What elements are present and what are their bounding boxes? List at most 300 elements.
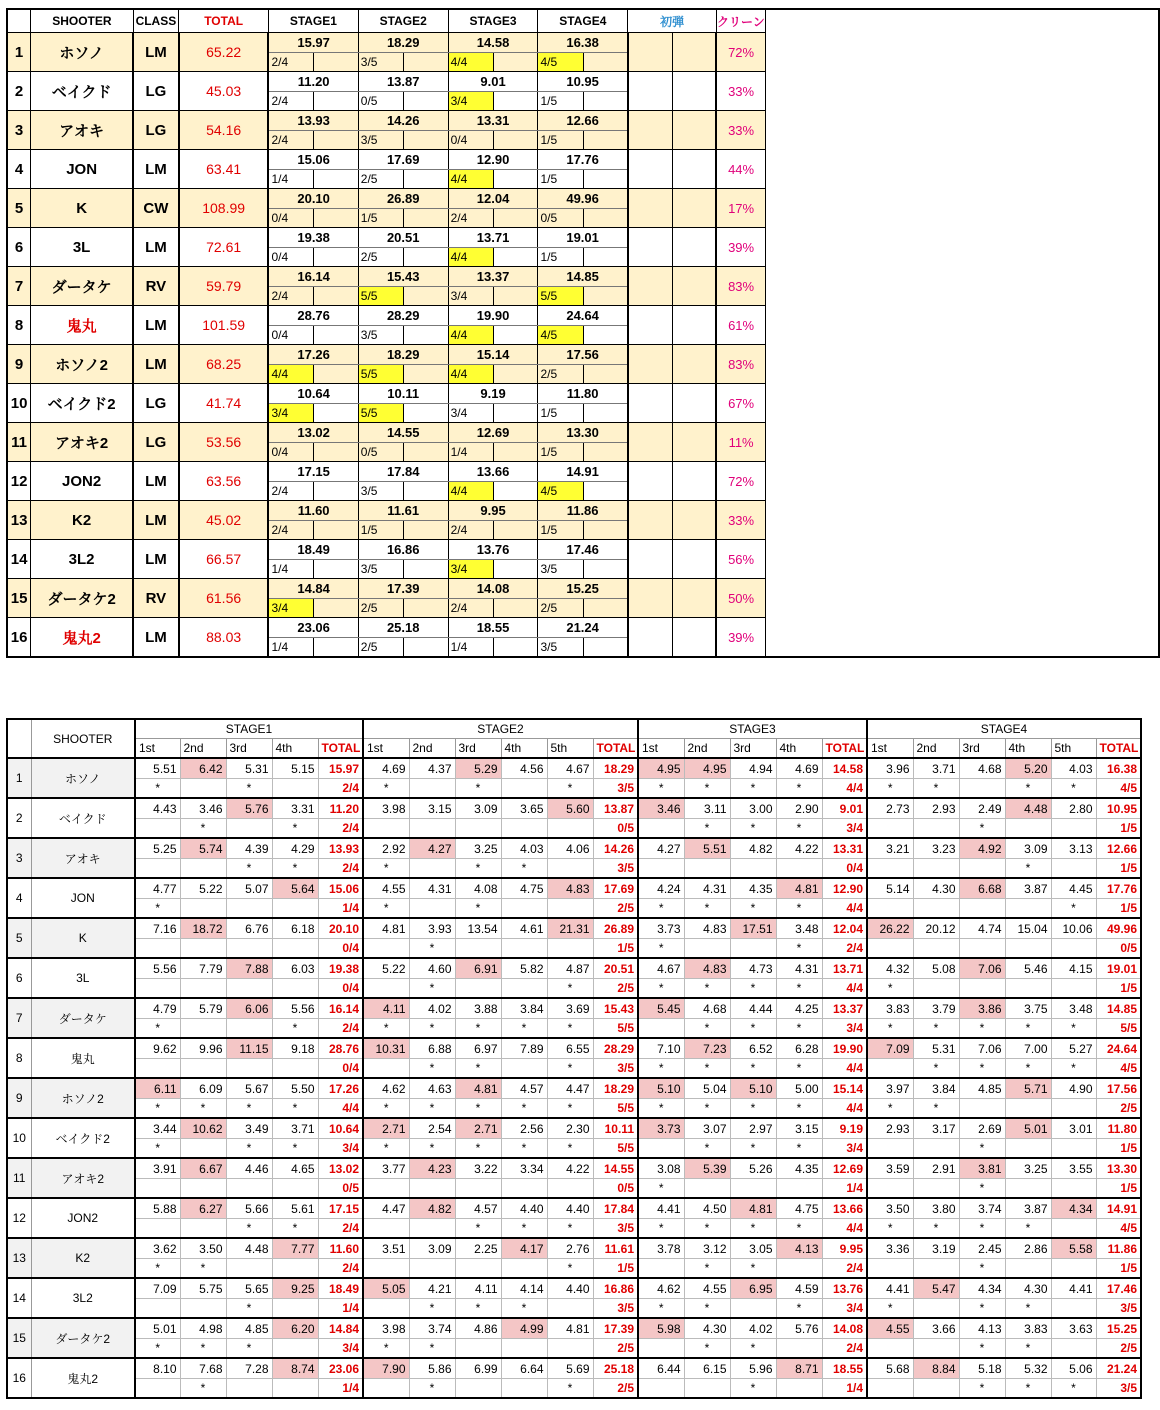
shot-hit-mark — [272, 1379, 318, 1399]
shot-time: 4.90 — [1051, 1078, 1096, 1099]
stage-hits: 4/5 — [538, 482, 583, 501]
stage-hits-blank — [314, 287, 359, 306]
stage-hits: 2/4 — [268, 287, 313, 306]
shot-time: 4.27 — [638, 838, 684, 859]
shot-hit-mark: * — [547, 1139, 593, 1159]
stage-hits: 2/4 — [448, 209, 493, 228]
shooter-total: 59.79 — [179, 267, 269, 306]
shot-time: 10.62 — [180, 1118, 226, 1139]
stage-total: 17.39 — [593, 1318, 638, 1339]
shot-hit-mark: * — [455, 1139, 501, 1159]
shot-hit-mark: * — [1005, 1059, 1051, 1079]
shot-time: 5.04 — [684, 1078, 730, 1099]
shot-time: 3.65 — [501, 798, 547, 819]
shot-hit-mark: * — [913, 1219, 959, 1239]
shot-hit-mark — [226, 819, 272, 839]
stage-hits: 0/4 — [448, 131, 493, 150]
shot-time: 4.69 — [776, 758, 822, 779]
shot-hit-mark — [272, 939, 318, 959]
shot-time: 2.76 — [547, 1238, 593, 1259]
shot-hit-mark — [501, 979, 547, 999]
header-shooter: SHOOTER — [31, 9, 133, 33]
header-shot: 3rd — [226, 739, 272, 759]
shot-time: 5.39 — [684, 1158, 730, 1179]
shot-time: 4.69 — [363, 758, 409, 779]
stage-hits-blank — [583, 404, 628, 423]
shot-time: 3.21 — [867, 838, 913, 859]
header-shot: 2nd — [913, 739, 959, 759]
shot-time: 2.73 — [867, 798, 913, 819]
stage-time: 14.26 — [358, 111, 448, 131]
shot-time: 4.47 — [547, 1078, 593, 1099]
stage-hits-blank — [403, 521, 448, 540]
shot-hit-mark: * — [684, 1099, 730, 1119]
shooter-total: 68.25 — [179, 345, 269, 384]
shot-time: 3.19 — [913, 1238, 959, 1259]
stage-total: 13.76 — [822, 1278, 867, 1299]
shot-hit-mark: * — [730, 819, 776, 839]
shot-hit-mark — [913, 899, 959, 919]
stage-total: 13.37 — [822, 998, 867, 1019]
shot-time: 3.13 — [1051, 838, 1096, 859]
shot-hit-mark — [135, 859, 180, 879]
shot-time: 6.76 — [226, 918, 272, 939]
stage-time: 16.38 — [538, 33, 628, 53]
shot-hit-mark — [867, 1179, 913, 1199]
header-stage-total: TOTAL — [822, 739, 867, 759]
shot-time: 4.94 — [730, 758, 776, 779]
shot-hit-mark — [409, 819, 455, 839]
stage-hits-blank — [403, 170, 448, 189]
stage-hits-blank — [314, 170, 359, 189]
shot-hit-mark — [455, 1259, 501, 1279]
shot-hit-mark: * — [455, 779, 501, 799]
stage-total: 14.08 — [822, 1318, 867, 1339]
shot-time: 4.37 — [409, 758, 455, 779]
shot-time: 4.11 — [455, 1278, 501, 1299]
header-shooter: SHOOTER — [31, 719, 135, 758]
shooter-name: ベイクド — [31, 798, 135, 838]
stage-hits: 0/4 — [268, 209, 313, 228]
shot-time: 7.00 — [1005, 1038, 1051, 1059]
shot-hit-mark — [135, 1219, 180, 1239]
stage-hits-blank — [403, 365, 448, 384]
header-total: TOTAL — [179, 9, 269, 33]
shot-time: 3.91 — [135, 1158, 180, 1179]
stage-hits: 2/5 — [358, 248, 403, 267]
stage-total: 18.49 — [318, 1278, 363, 1299]
summary-row — [7, 462, 1159, 482]
stage-total: 15.25 — [1096, 1318, 1141, 1339]
shot-hit-mark: * — [455, 899, 501, 919]
detail-row-hits — [7, 899, 1141, 919]
shot-hit-mark: * — [135, 1139, 180, 1159]
shot-time: 5.26 — [730, 1158, 776, 1179]
shot-time: 3.75 — [1005, 998, 1051, 1019]
stage-total: 25.18 — [593, 1358, 638, 1379]
stage-hits: 3/5 — [358, 560, 403, 579]
shooter-name: 鬼丸 — [31, 306, 133, 345]
shot-hit-mark: * — [730, 1339, 776, 1359]
shot-hit-mark — [776, 859, 822, 879]
shot-time: 4.03 — [501, 838, 547, 859]
stage-hits: 1/4 — [822, 1179, 867, 1199]
shot-time: 5.25 — [135, 838, 180, 859]
stage-hits: 3/5 — [593, 859, 638, 879]
shot-hit-mark: * — [776, 1019, 822, 1039]
shot-time: 4.48 — [1005, 798, 1051, 819]
shot-hit-mark — [730, 859, 776, 879]
header-stage1: STAGE1 — [268, 9, 358, 33]
stage-hits: 4/4 — [822, 1099, 867, 1119]
stage-hits-blank — [403, 248, 448, 267]
shot-hit-mark — [1051, 1299, 1096, 1319]
shooter-class: LM — [133, 33, 179, 72]
shot-time: 5.88 — [135, 1198, 180, 1219]
shot-hit-mark — [913, 1339, 959, 1359]
shot-hit-mark: * — [684, 1259, 730, 1279]
detail-row — [7, 1318, 1141, 1339]
shooter-total: 72.61 — [179, 228, 269, 267]
row-number: 11 — [7, 1158, 31, 1198]
stage-time: 26.89 — [358, 189, 448, 209]
shot-time: 2.86 — [1005, 1238, 1051, 1259]
shot-hit-mark — [776, 1179, 822, 1199]
first-shot-cell — [672, 306, 716, 345]
shot-hit-mark — [1051, 819, 1096, 839]
stage-total: 13.66 — [822, 1198, 867, 1219]
shot-hit-mark — [501, 1259, 547, 1279]
row-number: 1 — [7, 33, 31, 72]
shot-hit-mark — [867, 1379, 913, 1399]
stage-hits: 5/5 — [593, 1139, 638, 1159]
shot-hit-mark: * — [501, 1019, 547, 1039]
shot-time: 5.76 — [226, 798, 272, 819]
shot-time: 3.07 — [684, 1118, 730, 1139]
shot-time: 4.86 — [455, 1318, 501, 1339]
stage-hits: 1/5 — [593, 1259, 638, 1279]
stage-hits-blank — [583, 365, 628, 384]
shot-time: 4.06 — [547, 838, 593, 859]
shot-hit-mark: * — [272, 1019, 318, 1039]
stage-hits: 3/5 — [593, 779, 638, 799]
shot-hit-mark — [867, 859, 913, 879]
shot-time: 4.13 — [776, 1238, 822, 1259]
shot-hit-mark: * — [684, 1299, 730, 1319]
shot-time: 5.15 — [272, 758, 318, 779]
stage-hits: 2/5 — [358, 638, 403, 658]
shot-hit-mark: * — [730, 1059, 776, 1079]
shot-hit-mark: * — [135, 899, 180, 919]
stage-hits: 2/5 — [538, 365, 583, 384]
stage-hits-blank — [314, 560, 359, 579]
header-class: CLASS — [133, 9, 179, 33]
shot-hit-mark: * — [638, 1299, 684, 1319]
stage-hits-blank — [583, 131, 628, 150]
stage-time: 12.90 — [448, 150, 538, 170]
stage-time: 13.02 — [268, 423, 358, 443]
shot-time: 6.95 — [730, 1278, 776, 1299]
row-number: 13 — [7, 501, 31, 540]
shot-time: 3.09 — [1005, 838, 1051, 859]
stage-total: 9.01 — [822, 798, 867, 819]
first-shot-cell — [628, 540, 672, 579]
stage-hits: 1/5 — [1096, 1259, 1141, 1279]
shot-time: 7.88 — [226, 958, 272, 979]
stage-hits: 3/5 — [358, 482, 403, 501]
shot-hit-mark: * — [547, 1379, 593, 1399]
shot-hit-mark: * — [409, 1379, 455, 1399]
shot-time: 5.65 — [226, 1278, 272, 1299]
shot-time: 5.06 — [1051, 1358, 1096, 1379]
stage-hits: 3/5 — [593, 1059, 638, 1079]
shot-hit-mark: * — [959, 1019, 1005, 1039]
stage-hits: 3/4 — [822, 1299, 867, 1319]
shot-time: 3.83 — [867, 998, 913, 1019]
shot-hit-mark — [638, 1379, 684, 1399]
stage-hits-blank — [493, 326, 538, 345]
row-number: 16 — [7, 1358, 31, 1398]
stage-hits: 3/4 — [448, 92, 493, 111]
first-shot-cell — [628, 618, 672, 658]
first-shot-cell — [672, 150, 716, 189]
stage-hits-blank — [314, 92, 359, 111]
shooter-name: アオキ — [31, 838, 135, 878]
stage-hits: 1/5 — [538, 92, 583, 111]
shot-time: 4.15 — [1051, 958, 1096, 979]
stage-hits: 4/4 — [318, 1099, 363, 1119]
stage-hits: 4/4 — [448, 170, 493, 189]
stage-hits: 3/5 — [358, 53, 403, 72]
shot-hit-mark: * — [226, 859, 272, 879]
shot-time: 5.71 — [1005, 1078, 1051, 1099]
shot-hit-mark — [455, 1339, 501, 1359]
shot-hit-mark: * — [730, 899, 776, 919]
shot-time: 4.47 — [363, 1198, 409, 1219]
stage-hits: 3/4 — [822, 1139, 867, 1159]
shot-hit-mark: * — [730, 1379, 776, 1399]
stage-hits: 1/4 — [268, 638, 313, 658]
shot-hit-mark — [1005, 819, 1051, 839]
shot-hit-mark: * — [867, 979, 913, 999]
shot-time: 3.50 — [180, 1238, 226, 1259]
header-shot: 4th — [501, 739, 547, 759]
shot-hit-mark — [455, 979, 501, 999]
detail-row-hits — [7, 859, 1141, 879]
row-number: 2 — [7, 798, 31, 838]
shot-time: 4.55 — [684, 1278, 730, 1299]
stage-hits-blank — [403, 92, 448, 111]
shot-time: 4.30 — [684, 1318, 730, 1339]
stage-time: 19.38 — [268, 228, 358, 248]
shot-hit-mark — [1051, 859, 1096, 879]
first-shot-cell — [628, 189, 672, 228]
shot-time: 4.44 — [730, 998, 776, 1019]
shot-hit-mark — [135, 1299, 180, 1319]
shot-time: 4.23 — [409, 1158, 455, 1179]
shot-time: 3.44 — [135, 1118, 180, 1139]
shot-time: 4.43 — [135, 798, 180, 819]
stage-hits-blank — [314, 482, 359, 501]
clean-percent: 83% — [716, 345, 765, 384]
header-stage-total: TOTAL — [318, 739, 363, 759]
stage-total: 19.01 — [1096, 958, 1141, 979]
shot-hit-mark — [226, 979, 272, 999]
shot-hit-mark — [180, 1059, 226, 1079]
shooter-name: ホソノ2 — [31, 345, 133, 384]
shot-hit-mark — [501, 1339, 547, 1359]
shot-hit-mark: * — [867, 779, 913, 799]
shooter-name: K — [31, 918, 135, 958]
row-number: 10 — [7, 1118, 31, 1158]
stage-time: 13.71 — [448, 228, 538, 248]
shot-hit-mark: * — [638, 939, 684, 959]
shot-time: 4.61 — [501, 918, 547, 939]
shooter-class: LM — [133, 540, 179, 579]
shot-hit-mark — [409, 1179, 455, 1199]
summary-row — [7, 111, 1159, 131]
stage-total: 16.86 — [593, 1278, 638, 1299]
stage-hits: 0/5 — [318, 1179, 363, 1199]
detail-row-hits — [7, 1219, 1141, 1239]
shot-time: 2.92 — [363, 838, 409, 859]
clean-percent: 44% — [716, 150, 765, 189]
stage-hits: 4/5 — [1096, 1219, 1141, 1239]
clean-percent: 72% — [716, 462, 765, 501]
shot-hit-mark: * — [135, 779, 180, 799]
shot-time: 5.64 — [272, 878, 318, 899]
stage-total: 15.43 — [593, 998, 638, 1019]
shot-hit-mark: * — [409, 1139, 455, 1159]
summary-row — [7, 345, 1159, 365]
shot-hit-mark: * — [730, 1259, 776, 1279]
stage-time: 15.97 — [268, 33, 358, 53]
stage-time: 12.69 — [448, 423, 538, 443]
shot-time: 7.90 — [363, 1358, 409, 1379]
stage-hits-blank — [493, 599, 538, 618]
stage-time: 21.24 — [538, 618, 628, 638]
shot-time: 5.46 — [1005, 958, 1051, 979]
stage-hits-blank — [314, 599, 359, 618]
shot-time: 7.89 — [501, 1038, 547, 1059]
shot-hit-mark: * — [684, 979, 730, 999]
shot-hit-mark — [913, 859, 959, 879]
shooter-name: 鬼丸2 — [31, 618, 133, 658]
first-shot-cell — [628, 384, 672, 423]
shot-hit-mark — [272, 1299, 318, 1319]
shot-hit-mark — [455, 819, 501, 839]
shot-time: 7.23 — [684, 1038, 730, 1059]
shot-hit-mark — [501, 819, 547, 839]
first-shot-cell — [628, 501, 672, 540]
shot-hit-mark: * — [1051, 899, 1096, 919]
summary-row — [7, 150, 1159, 170]
stage-time: 14.85 — [538, 267, 628, 287]
shot-hit-mark: * — [867, 1019, 913, 1039]
shot-time: 6.42 — [180, 758, 226, 779]
stage-time: 14.91 — [538, 462, 628, 482]
shot-hit-mark: * — [547, 1019, 593, 1039]
stage-hits-blank — [583, 521, 628, 540]
stage-total: 15.14 — [822, 1078, 867, 1099]
shot-hit-mark: * — [135, 1339, 180, 1359]
shot-time: 4.40 — [501, 1198, 547, 1219]
shot-time: 3.15 — [409, 798, 455, 819]
shot-hit-mark: * — [226, 1219, 272, 1239]
shot-time: 4.13 — [959, 1318, 1005, 1339]
shot-hit-mark: * — [363, 859, 409, 879]
shooter-total: 88.03 — [179, 618, 269, 658]
shot-hit-mark — [455, 1379, 501, 1399]
stage-hits: 4/4 — [822, 779, 867, 799]
row-number: 12 — [7, 462, 31, 501]
stage-time: 19.90 — [448, 306, 538, 326]
shot-hit-mark: * — [776, 979, 822, 999]
stage-time: 25.18 — [358, 618, 448, 638]
shot-hit-mark — [135, 819, 180, 839]
stage-total: 28.76 — [318, 1038, 363, 1059]
shot-hit-mark: * — [455, 859, 501, 879]
stage-total: 11.61 — [593, 1238, 638, 1259]
shot-hit-mark: * — [409, 1099, 455, 1119]
stage-time: 13.31 — [448, 111, 538, 131]
shot-time: 3.98 — [363, 798, 409, 819]
stage-hits: 0/4 — [268, 248, 313, 267]
shot-time: 6.68 — [959, 878, 1005, 899]
shooter-total: 41.74 — [179, 384, 269, 423]
stage-hits: 2/4 — [822, 939, 867, 959]
shot-time: 3.71 — [272, 1118, 318, 1139]
stage-hits: 1/5 — [1096, 899, 1141, 919]
shot-time: 7.79 — [180, 958, 226, 979]
row-number: 6 — [7, 958, 31, 998]
shot-hit-mark — [1005, 939, 1051, 959]
stage-total: 17.26 — [318, 1078, 363, 1099]
stage-hits: 3/4 — [822, 819, 867, 839]
stage-time: 11.20 — [268, 72, 358, 92]
shot-time: 4.82 — [409, 1198, 455, 1219]
shot-hit-mark: * — [180, 1379, 226, 1399]
detail-row — [7, 1238, 1141, 1259]
stage-total: 18.29 — [593, 1078, 638, 1099]
stage-hits: 1/5 — [538, 170, 583, 189]
summary-row — [7, 267, 1159, 287]
shot-hit-mark — [867, 1259, 913, 1279]
shot-hit-mark: * — [776, 1099, 822, 1119]
shot-time: 3.78 — [638, 1238, 684, 1259]
shot-time: 5.31 — [226, 758, 272, 779]
shot-hit-mark: * — [501, 1219, 547, 1239]
shot-time: 5.32 — [1005, 1358, 1051, 1379]
shot-time: 7.09 — [135, 1278, 180, 1299]
shot-hit-mark: * — [180, 1339, 226, 1359]
stage-time: 17.56 — [538, 345, 628, 365]
stage-time: 15.14 — [448, 345, 538, 365]
shot-hit-mark — [501, 939, 547, 959]
shot-time: 3.59 — [867, 1158, 913, 1179]
shot-hit-mark — [272, 899, 318, 919]
row-number: 4 — [7, 878, 31, 918]
shot-time: 7.06 — [959, 1038, 1005, 1059]
first-shot-cell — [672, 267, 716, 306]
shot-time: 26.22 — [867, 918, 913, 939]
shot-hit-mark: * — [959, 1139, 1005, 1159]
shot-time: 2.97 — [730, 1118, 776, 1139]
stage-hits: 2/5 — [538, 599, 583, 618]
detail-row-hits — [7, 1139, 1141, 1159]
shot-time: 4.68 — [959, 758, 1005, 779]
shooter-total: 61.56 — [179, 579, 269, 618]
